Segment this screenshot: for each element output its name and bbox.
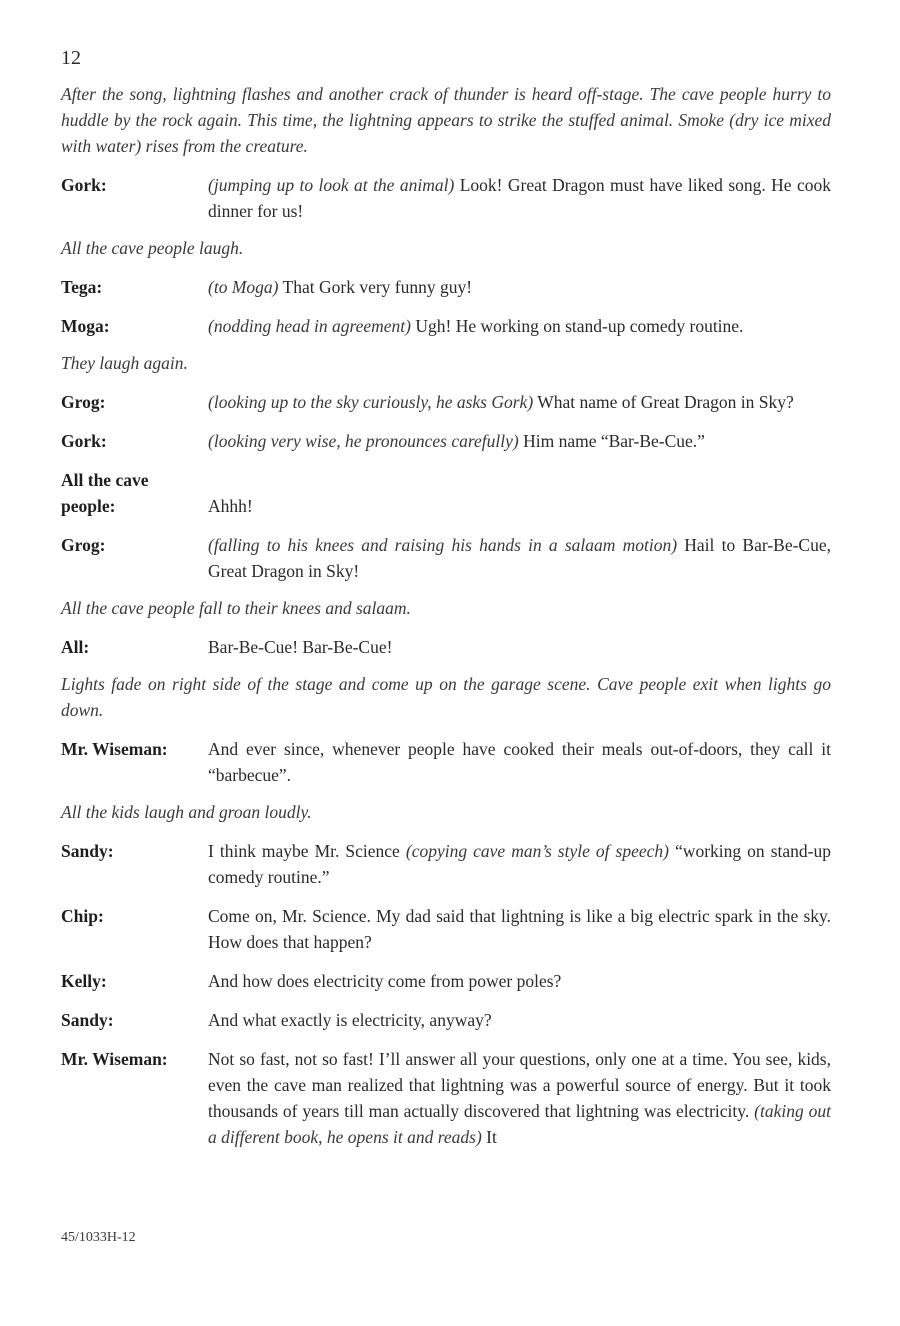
dialogue-text [208, 1046, 831, 1150]
dialogue-line [61, 838, 831, 890]
spoken-text: That Gork very funny guy! [278, 277, 473, 297]
spoken-text: Come on, Mr. Science. My dad said that lightning is like a big electric spark in the sky. How does that happen? [208, 906, 831, 952]
dialogue-text [208, 493, 831, 519]
spoken-text: Hail to Bar-Be-Cue, Great Dragon in Sky! [208, 535, 831, 581]
parenthetical-direction: (to Moga) [208, 277, 279, 297]
spoken-text: Ahhh! [208, 496, 253, 516]
speaker-name: Grog: [61, 535, 106, 555]
spoken-text: I think maybe Mr. Science [208, 841, 406, 861]
stage-direction: Lights fade on right side of the stage and come up on the garage scene. Cave people exit when lights go down. [61, 674, 831, 720]
parenthetical-direction: (looking very wise, he pronounces carefully) [208, 431, 519, 451]
speaker-name: Grog: [61, 392, 106, 412]
dialogue-line [61, 274, 831, 300]
spoken-text: And how does electricity come from power poles? [208, 971, 562, 991]
speaker-name: Gork: [61, 175, 107, 195]
dialogue-line [61, 1007, 831, 1033]
dialogue-line [61, 634, 831, 660]
speaker-name: Chip: [61, 906, 104, 926]
footer-code: 45/1033H-12 [61, 1230, 136, 1245]
dialogue-text [208, 968, 831, 994]
stage-direction: All the cave people fall to their knees and salaam. [61, 598, 411, 618]
parenthetical-direction: (taking out a different book, he opens it and reads) [208, 1101, 831, 1147]
speaker-name: Sandy: [61, 1010, 114, 1030]
dialogue-text [208, 736, 831, 788]
dialogue-line [61, 532, 831, 584]
speaker-name-line: All the cave [61, 470, 149, 490]
dialogue-text [208, 634, 831, 660]
spoken-text: What name of Great Dragon in Sky? [533, 392, 794, 412]
spoken-text: Ugh! He working on stand-up comedy routine. [411, 316, 744, 336]
stage-direction: All the kids laugh and groan loudly. [61, 802, 312, 822]
dialogue-text [208, 838, 831, 890]
speaker-name: Gork: [61, 431, 107, 451]
dialogue-line [61, 389, 831, 415]
dialogue-line [61, 467, 831, 519]
spoken-text: “working on stand-up comedy routine.” [208, 841, 831, 887]
dialogue-text [208, 172, 831, 224]
dialogue-line [61, 968, 831, 994]
stage-direction: All the cave people laugh. [61, 238, 244, 258]
parenthetical-direction: (jumping up to look at the animal) [208, 175, 455, 195]
dialogue-line [61, 313, 831, 339]
speaker-name-line: people: [61, 496, 116, 516]
dialogue-text [208, 428, 831, 454]
spoken-text: Him name “Bar-Be-Cue.” [518, 431, 705, 451]
speaker-name: Tega: [61, 277, 103, 297]
dialogue-line [61, 172, 831, 224]
parenthetical-direction: (nodding head in agreement) [208, 316, 411, 336]
dialogue-text [208, 389, 831, 415]
spoken-text: Not so fast, not so fast! I’ll answer all your questions, only one at a time. You see, kids, even the cave man realized that lightning was a powerful source of energy. But it took thousands of years till man actually discovered that lightning was electricity. [208, 1049, 831, 1121]
spoken-text: And what exactly is electricity, anyway? [208, 1010, 492, 1030]
speaker-name: All: [61, 637, 90, 657]
parenthetical-direction: (copying cave man’s style of speech) [405, 841, 669, 861]
stage-direction: After the song, lightning flashes and another crack of thunder is heard off-stage. The cave people hurry to huddle by the rock again. This time, the lightning appears to strike the stuffed animal. Smoke (dry ice mixed with water) rises from the creature. [61, 84, 831, 156]
dialogue-line [61, 428, 831, 454]
dialogue-line [61, 1046, 831, 1150]
parenthetical-direction: (looking up to the sky curiously, he asks Gork) [208, 392, 534, 412]
spoken-text: It [481, 1127, 497, 1147]
dialogue-text [208, 1007, 831, 1033]
spoken-text: Look! Great Dragon must have liked song. He cook dinner for us! [208, 175, 831, 221]
dialogue-text [208, 313, 831, 339]
speaker-name: Kelly: [61, 971, 107, 991]
speaker-name [61, 467, 208, 519]
parenthetical-direction: (falling to his knees and raising his hands in a salaam motion) [208, 535, 678, 555]
spoken-text: Bar-Be-Cue! Bar-Be-Cue! [208, 637, 393, 657]
dialogue-line [61, 736, 831, 788]
dialogue-text [208, 274, 831, 300]
speaker-name: Sandy: [61, 841, 114, 861]
speaker-name: Mr. Wiseman: [61, 739, 168, 759]
script-body [61, 83, 831, 1163]
dialogue-text [208, 532, 831, 584]
speaker-name: Mr. Wiseman: [61, 1049, 168, 1069]
dialogue-line [61, 903, 831, 955]
spoken-text: And ever since, whenever people have cooked their meals out-of-doors, they call it “barbecue”. [208, 739, 831, 785]
page-number: 12 [61, 47, 81, 69]
stage-direction: They laugh again. [61, 353, 188, 373]
dialogue-text [208, 903, 831, 955]
speaker-name: Moga: [61, 316, 110, 336]
